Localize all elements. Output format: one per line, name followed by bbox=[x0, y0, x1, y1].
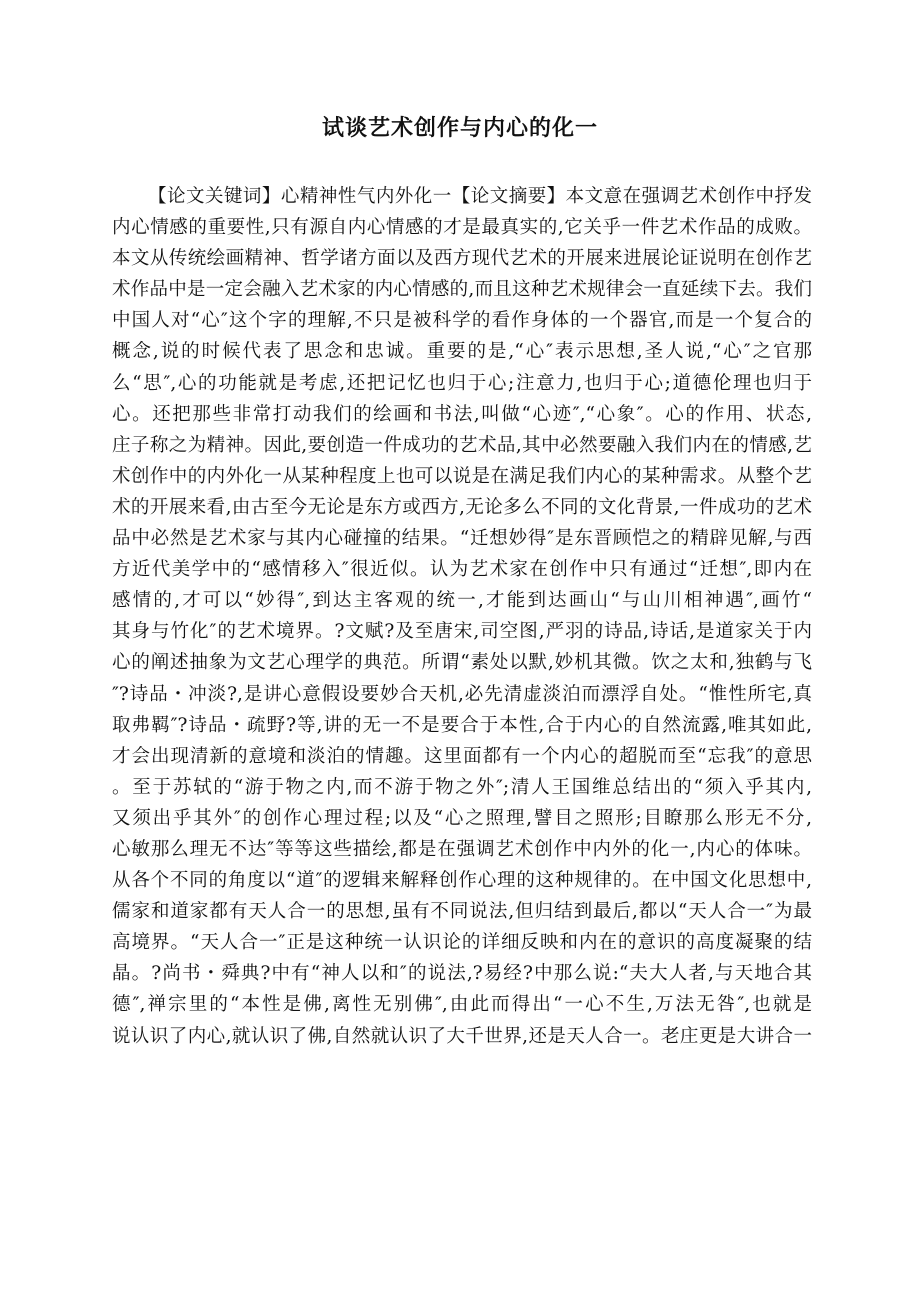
body-line: 么“思″,心的功能就是考虑,还把记忆也归于心;注意力,也归于心;道德伦理也归于 bbox=[112, 372, 812, 394]
body-line: 高境界。“天人合一″正是这种统一认识论的详细反映和内在的意识的高度凝聚的结 bbox=[112, 932, 812, 954]
body-line: 本文从传统绘画精神、哲学诸方面以及西方现代艺术的开展来进展论证说明在创作艺 bbox=[112, 248, 812, 270]
body-line: 心。还把那些非常打动我们的绘画和书法,叫做“心迹″,“心象″。心的作用、状态, bbox=[112, 403, 812, 425]
body-line: 方近代美学中的“感情移入″很近似。认为艺术家在创作中只有通过“迁想″,即内在 bbox=[112, 559, 812, 581]
document-body bbox=[112, 181, 812, 1052]
document-title: 试谈艺术创作与内心的化一 bbox=[321, 116, 598, 141]
body-line: 又须出乎其外″的创作心理过程;以及“心之照理,譬目之照形;目瞭那么形无不分, bbox=[112, 807, 812, 829]
body-line: 术创作中的内外化一从某种程度上也可以说是在满足我们内心的某种需求。从整个艺 bbox=[112, 465, 812, 487]
body-line: 概念,说的时候代表了思念和忠诚。重要的是,“心″表示思想,圣人说,“心″之官那 bbox=[112, 341, 812, 363]
body-line: 心敏那么理无不达″等等这些描绘,都是在强调艺术创作中内外的化一,内心的体味。 bbox=[112, 838, 812, 860]
body-line: 术作品中是一定会融入艺术家的内心情感的,而且这种艺术规律会一直延续下去。我们 bbox=[112, 279, 812, 301]
body-line: 心的阐述抽象为文艺心理学的典范。所谓“素处以默,妙机其微。饮之太和,独鹤与飞 bbox=[112, 652, 812, 674]
body-line: 其身与竹化″的艺术境界。?文赋?及至唐宋,司空图,严羽的诗品,诗话,是道家关于内 bbox=[112, 621, 812, 643]
body-line: 儒家和道家都有天人合一的思想,虽有不同说法,但归结到最后,都以“天人合一″为最 bbox=[112, 901, 812, 923]
body-line: 品中必然是艺术家与其内心碰撞的结果。“迁想妙得″是东晋顾恺之的精辟见解,与西 bbox=[112, 528, 812, 550]
body-line: 术的开展来看,由古至今无论是东方或西方,无论多么不同的文化背景,一件成功的艺术 bbox=[112, 496, 812, 518]
body-line: 从各个不同的角度以“道″的逻辑来解释创作心理的这种规律的。在中国文化思想中, bbox=[112, 870, 812, 892]
body-line: 中国人对“心″这个字的理解,不只是被科学的看作身体的一个器官,而是一个复合的 bbox=[112, 310, 812, 332]
body-line: 内心情感的重要性,只有源自内心情感的才是最真实的,它关乎一件艺术作品的成败。 bbox=[112, 217, 812, 239]
body-line: 【论文关键词】心精神性气内外化一【论文摘要】本文意在强调艺术创作中抒发 bbox=[148, 186, 812, 207]
body-line: 说认识了内心,就认识了佛,自然就认识了大千世界,还是天人合一。老庄更是大讲合一 bbox=[112, 1025, 812, 1047]
body-line: 德″,禅宗里的“本性是佛,离性无别佛″,由此而得出“一心不生,万法无咎″,也就是 bbox=[112, 994, 812, 1016]
body-line: 。至于苏轼的“游于物之内,而不游于物之外″;清人王国维总结出的“须入乎其内, bbox=[112, 776, 812, 798]
body-line: ″?诗品・冲淡?,是讲心意假设要妙合天机,必先清虚淡泊而漂浮自处。“惟性所宅,真 bbox=[112, 683, 812, 705]
body-line: 庄子称之为精神。因此,要创造一件成功的艺术品,其中必然要融入我们内在的情感,艺 bbox=[112, 434, 812, 456]
body-line: 取弗羁″?诗品・疏野?等,讲的无一不是要合于本性,合于内心的自然流露,唯其如此, bbox=[112, 714, 812, 736]
body-line: 晶。?尚书・舜典?中有“神人以和″的说法,?易经?中那么说:“夫大人者,与天地合其 bbox=[112, 963, 812, 985]
body-line: 才会出现清新的意境和淡泊的情趣。这里面都有一个内心的超脱而至“忘我″的意思 bbox=[112, 745, 812, 767]
body-line: 感情的,才可以“妙得″,到达主客观的统一,才能到达画山“与山川相神遇″,画竹“ bbox=[112, 590, 812, 612]
